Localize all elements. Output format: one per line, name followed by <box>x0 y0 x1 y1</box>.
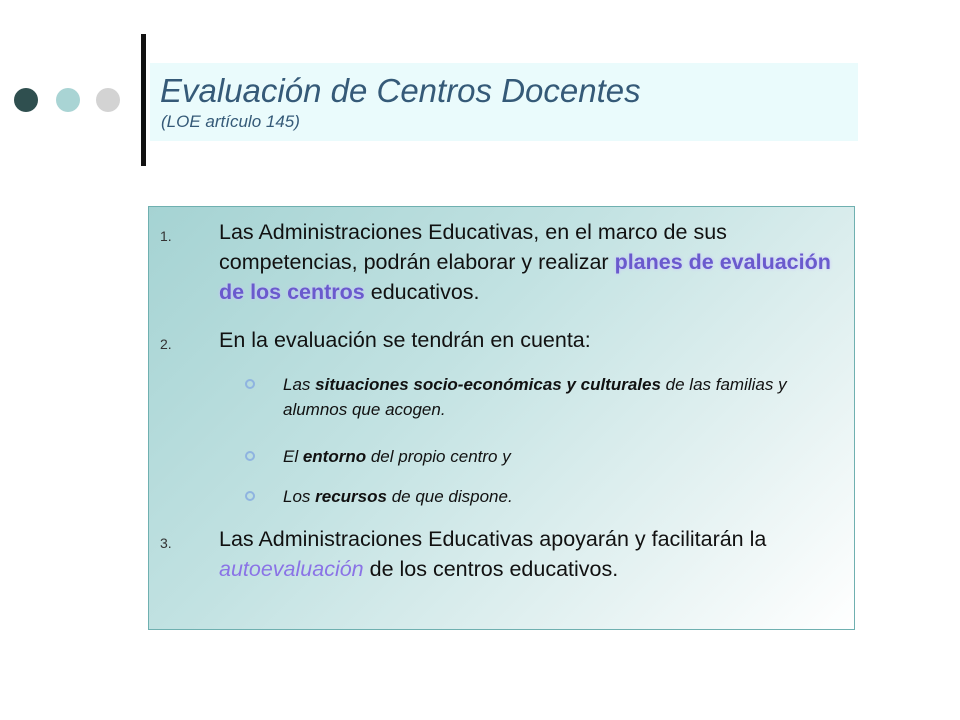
subitem-text <box>283 372 843 422</box>
circle-bullet-icon <box>245 379 255 389</box>
subitem-text <box>283 444 843 469</box>
decorative-dot-teal <box>56 88 80 112</box>
item-text <box>219 217 844 307</box>
highlight-autoevaluacion: autoevaluación <box>219 557 364 581</box>
decorative-dot-gray <box>96 88 120 112</box>
circle-bullet-icon <box>245 451 255 461</box>
item-text-before: Las Administraciones Educativas, en el marco de sus competencias, podrán elaborar y realizar <box>219 220 727 274</box>
title-divider <box>141 34 146 166</box>
slide-subtitle: (LOE artículo 145) <box>161 112 300 131</box>
title-band <box>150 63 858 141</box>
subitem-text <box>283 484 843 509</box>
subitem-text-after: de que dispone. <box>386 487 513 506</box>
circle-bullet-icon <box>245 491 255 501</box>
subitem-text-after: de las familias y alumnos que acogen. <box>283 375 787 419</box>
subitem-bold: entorno <box>302 447 367 466</box>
item-number: 2. <box>160 336 172 352</box>
item-text-after: de los centros educativos. <box>363 557 619 581</box>
decorative-dot-dark <box>14 88 38 112</box>
subitem-text-before: Los <box>283 487 316 506</box>
item-text-after: educativos. <box>364 280 480 304</box>
item-text-before: Las Administraciones Educativas apoyarán y facilitarán la <box>219 527 767 551</box>
slide-title: Evaluación de Centros Docentes <box>160 72 641 109</box>
item-text: En la evaluación se tendrán en cuenta: <box>219 328 591 352</box>
subitem-text-before: Las <box>283 375 316 394</box>
subitem-text-before: El <box>283 447 303 466</box>
subitem-text-after: del propio centro y <box>366 447 511 466</box>
content-box <box>148 206 855 630</box>
highlight-planes: planes de evaluación de los centros <box>219 250 831 304</box>
item-number: 1. <box>160 228 172 244</box>
subitem-bold: situaciones socio-económicas y culturales <box>315 375 661 394</box>
item-text <box>219 524 844 584</box>
subitem-bold: recursos <box>315 487 387 506</box>
item-number: 3. <box>160 535 172 551</box>
